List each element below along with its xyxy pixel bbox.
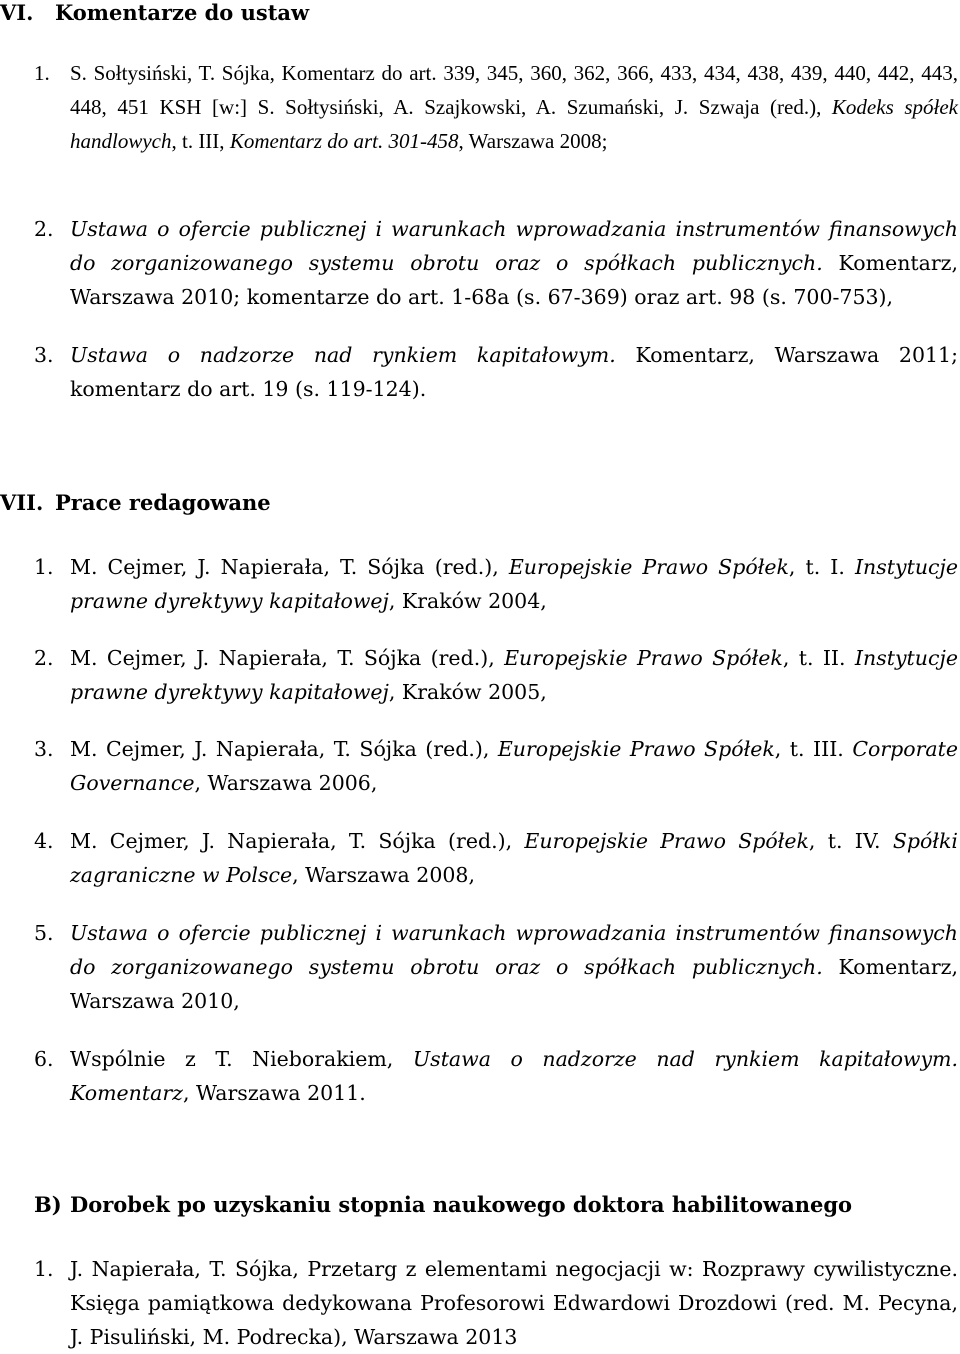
item-italic-text: Europejskie Prawo Spółek xyxy=(508,555,789,579)
item-number: 3. xyxy=(34,737,54,761)
section-heading-vii xyxy=(0,490,271,515)
item-text: M. Cejmer, J. Napierała, T. Sójka (red.), xyxy=(70,555,509,579)
item-italic-text: Ustawa o ofercie publicznej i warunkach wprowadzania instrumentów finansowych do zorganizowanego systemu obrotu oraz o spółkach publicznych. xyxy=(70,217,958,275)
item-number: 1. xyxy=(34,61,50,85)
list-item xyxy=(34,212,958,314)
item-text: J. Napierała, T. Sójka, Przetarg z elementami negocjacji w: Rozprawy cywilistyczne. Księga pamiątkowa dedykowana Profesorowi Edwardowi Drozdowi (red. M. Pecyna, J. Pisuliński, M. Podrecka), Warszawa 2013 xyxy=(70,1257,958,1349)
item-italic-text: Instytucje prawne dyrektywy kapitałowej xyxy=(70,646,958,704)
item-italic-text: Kodeks spółek handlowych xyxy=(70,95,958,153)
section-number: B) xyxy=(34,1192,62,1217)
item-text: Komentarz, Warszawa 2010, xyxy=(70,955,958,1013)
item-number: 1. xyxy=(34,1257,54,1281)
item-number: 1. xyxy=(34,555,54,579)
item-text: , t. III. xyxy=(774,737,853,761)
item-text: S. Sołtysiński, T. Sójka, Komentarz do art. 339, 345, 360, 362, 366, 433, 434, 438, 439, 440, 442, 443, 448, 451 KSH [w:] S. Sołtysiński, A. Szajkowski, A. Szumański, J. Szwaja (red.), xyxy=(70,61,958,119)
list-item xyxy=(34,550,958,618)
item-text: , Warszawa 2006, xyxy=(194,771,378,795)
item-italic-text: Europejskie Prawo Spółek xyxy=(497,737,775,761)
list-item xyxy=(34,916,958,1018)
list-item xyxy=(34,641,958,709)
section-title: Komentarze do ustaw xyxy=(55,0,310,25)
item-italic-text: Europejskie Prawo Spółek xyxy=(524,829,809,853)
section-title: Prace redagowane xyxy=(55,490,271,515)
section-title: Dorobek po uzyskaniu stopnia naukowego doktora habilitowanego xyxy=(70,1192,853,1217)
item-italic-text: Komentarz do art. 301-458 xyxy=(229,129,459,153)
item-text: M. Cejmer, J. Napierała, T. Sójka (red.), xyxy=(70,646,505,670)
list-item xyxy=(34,1252,958,1354)
item-text: , t. I. xyxy=(788,555,855,579)
item-number: 3. xyxy=(34,343,54,367)
item-italic-text: Ustawa o nadzorze nad rynkiem kapitałowym. xyxy=(70,343,616,367)
section-heading-vi xyxy=(0,0,309,25)
list-item xyxy=(34,338,958,406)
item-italic-text: Spółki zagraniczne w Polsce xyxy=(70,829,958,887)
list-item xyxy=(34,1042,958,1110)
item-text: , Warszawa 2008; xyxy=(458,129,608,153)
list-item xyxy=(34,824,958,892)
item-text: , Warszawa 2011. xyxy=(182,1081,366,1105)
item-italic-text: Ustawa o ofercie publicznej i warunkach wprowadzania instrumentów finansowych do zorganizowanego systemu obrotu oraz o spółkach publicznych. xyxy=(70,921,958,979)
item-italic-text: Instytucje prawne dyrektywy kapitałowej xyxy=(70,555,958,613)
item-italic-text: Europejskie Prawo Spółek xyxy=(504,646,783,670)
item-italic-text: Corporate Governance xyxy=(70,737,958,795)
item-text: Komentarz, Warszawa 2010; komentarze do art. 1-68a (s. 67-369) oraz art. 98 (s. 700-753), xyxy=(70,251,958,309)
item-text: , t. IV. xyxy=(808,829,893,853)
item-text: Komentarz, Warszawa 2011; komentarz do art. 19 (s. 119-124). xyxy=(70,343,958,401)
section-number: VII. xyxy=(0,490,44,515)
item-text: , t. II. xyxy=(782,646,855,670)
item-text: , t. III, xyxy=(171,129,230,153)
item-number: 2. xyxy=(34,646,54,670)
item-number: 5. xyxy=(34,921,54,945)
item-text: , Kraków 2004, xyxy=(388,589,547,613)
item-number: 4. xyxy=(34,829,54,853)
item-text: Wspólnie z T. Nieborakiem, xyxy=(70,1047,413,1071)
item-text: , Warszawa 2008, xyxy=(292,863,475,887)
list-item xyxy=(34,56,958,158)
item-italic-text: Ustawa o nadzorze nad rynkiem kapitałowym. Komentarz xyxy=(70,1047,958,1105)
item-number: 2. xyxy=(34,217,54,241)
item-text: , Kraków 2005, xyxy=(388,680,547,704)
item-text: M. Cejmer, J. Napierała, T. Sójka (red.), xyxy=(70,737,498,761)
section-heading-b xyxy=(34,1192,852,1217)
item-number: 6. xyxy=(34,1047,54,1071)
section-number: VI. xyxy=(0,0,34,25)
item-text: M. Cejmer, J. Napierała, T. Sójka (red.), xyxy=(70,829,525,853)
list-item xyxy=(34,732,958,800)
